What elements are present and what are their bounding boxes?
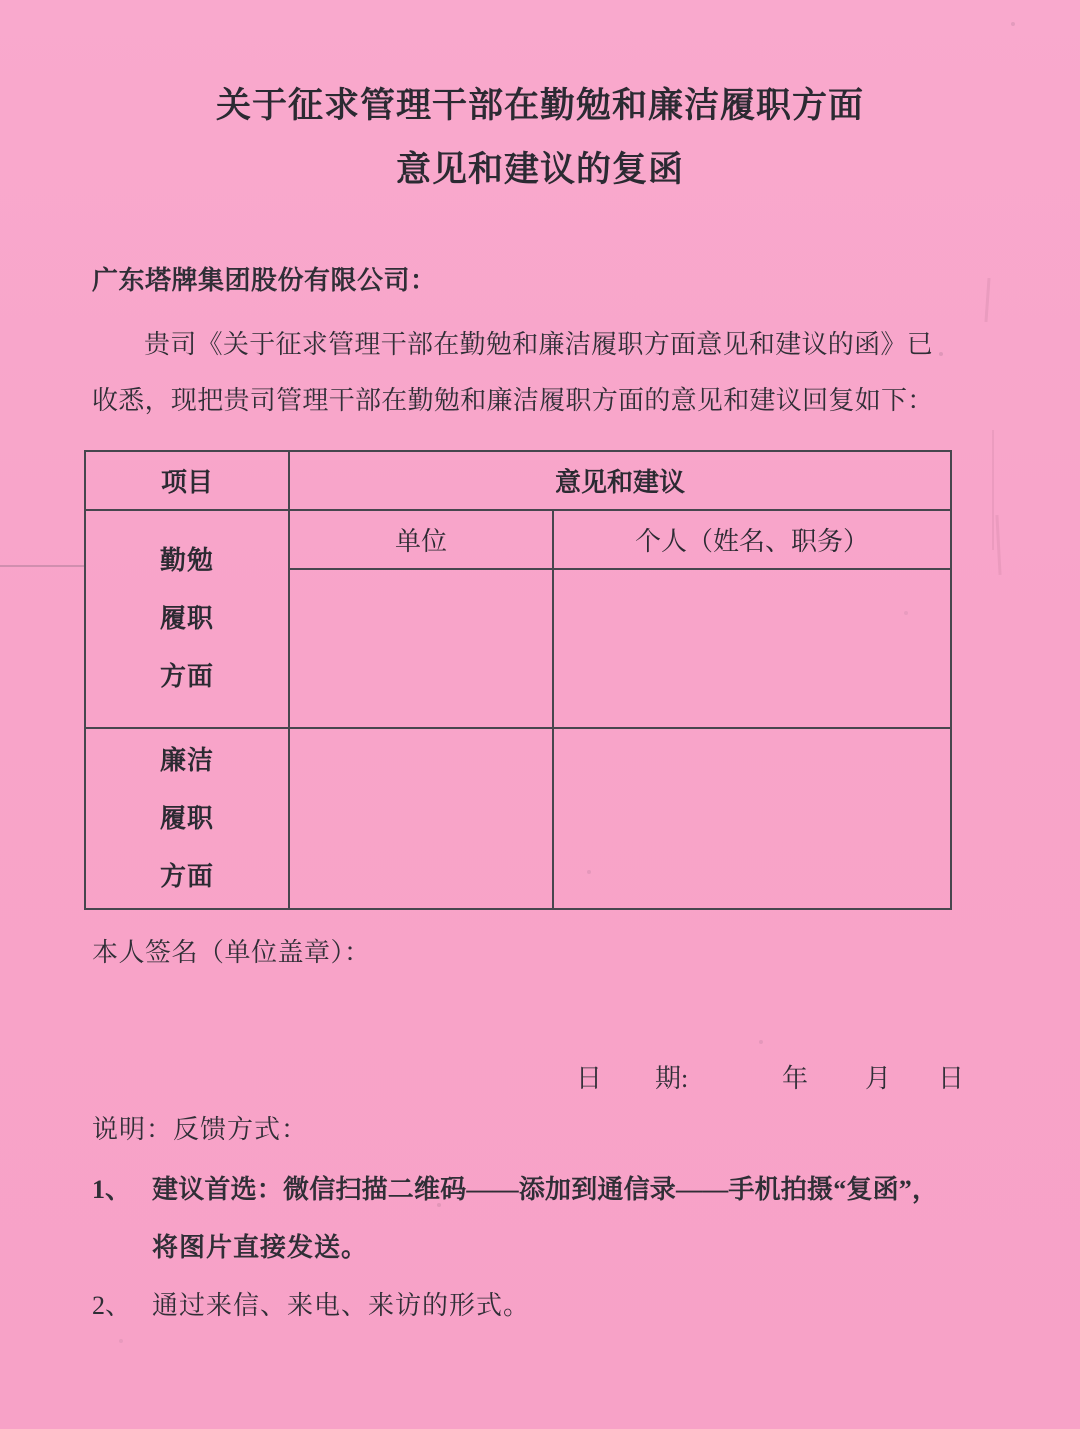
title-line-2: 意见和建议的复函 [395,150,684,189]
row-label-integrity-line-1: 廉洁 [159,745,214,775]
signature-label: 本人签名（单位盖章）： [92,938,371,967]
row-label-integrity [85,728,289,909]
table-header-opinions: 意见和建议 [289,451,951,510]
row-label-diligence-line-3: 方面 [159,662,214,691]
cell-integrity-person [553,728,951,909]
date-label-qi: 期: [655,1064,689,1093]
note-item-1-number: 1、 [92,1175,132,1204]
note-item-1-line-2: 将图片直接发送。 [152,1233,369,1262]
scan-artifact-streak [992,430,994,550]
date-month-label: 月 [865,1064,892,1093]
body-paragraph-line-2: 收悉，现把贵司管理干部在勤勉和廉洁履职方面的意见和建议回复如下： [92,386,934,415]
document-title [0,74,1080,202]
note-item-2-number: 2、 [92,1291,132,1320]
feedback-table [84,450,952,910]
row-label-diligence-line-1: 勤勉 [159,546,214,575]
row-label-diligence [85,510,289,728]
body-paragraph-line-1: 贵司《关于征求管理干部在勤勉和廉洁履职方面意见和建议的函》已 [144,330,934,359]
date-day-label: 日 [938,1064,965,1093]
cell-diligence-person [553,569,951,728]
recipient-name: 广东塔牌集团股份有限公司： [92,266,437,295]
cell-integrity-unit [289,728,553,909]
scan-artifact-streak [995,515,1001,575]
date-label-ri: 日 [576,1064,603,1093]
scan-artifact-line [0,565,84,567]
notes-heading: 说明：反馈方式： [92,1115,309,1144]
scan-artifact-streak [984,278,990,322]
date-year-label: 年 [782,1064,809,1093]
title-line-1: 关于征求管理干部在勤勉和廉洁履职方面 [215,86,864,125]
cell-diligence-unit [289,569,553,728]
row-label-integrity-line-3: 方面 [159,861,214,891]
row-label-diligence-line-2: 履职 [159,604,214,633]
row-label-integrity-line-2: 履职 [159,803,214,833]
table-subheader-unit: 单位 [289,510,553,569]
note-item-2-line-1: 通过来信、来电、来访的形式。 [152,1291,531,1320]
table-subheader-person: 个人（姓名、职务） [553,510,951,569]
scan-artifact-specks [0,0,2,2]
table-header-item: 项目 [85,451,289,510]
note-item-1-line-1: 建议首选：微信扫描二维码——添加到通信录——手机拍摄“复函”， [152,1175,939,1204]
